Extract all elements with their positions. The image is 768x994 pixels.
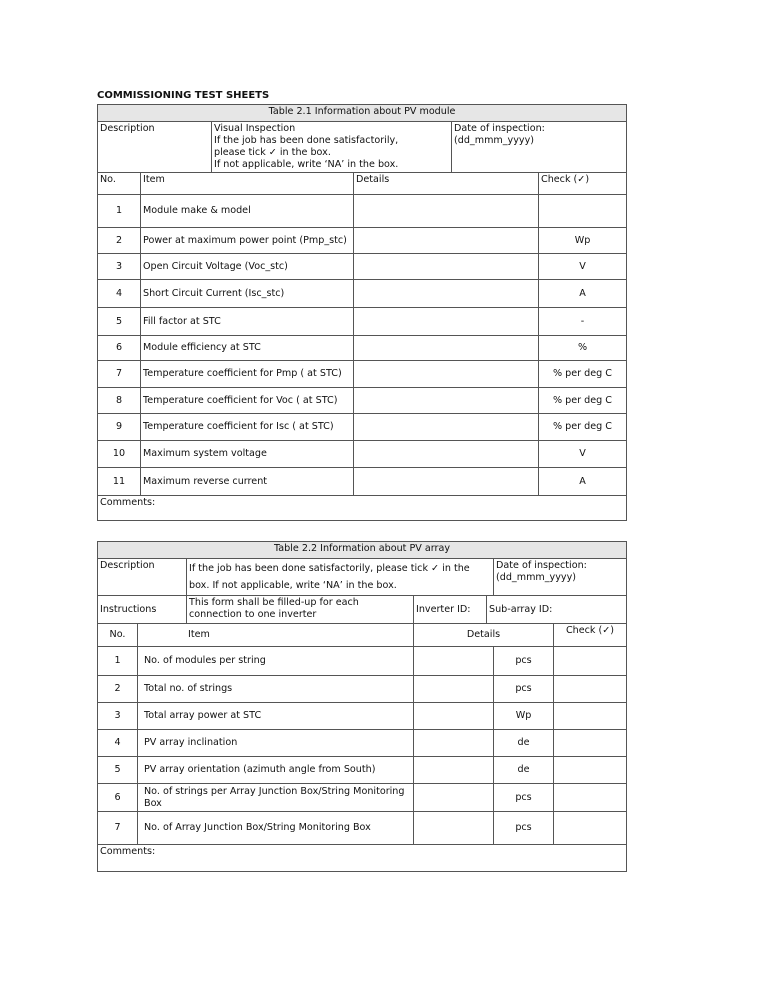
table-row <box>98 468 627 496</box>
row-number: 10 <box>98 441 141 468</box>
row-item: Power at maximum power point (Pmp_stc) <box>141 228 354 254</box>
row-number: 2 <box>98 228 141 254</box>
row-number: 11 <box>98 468 141 496</box>
row-unit: V <box>539 441 627 468</box>
header-no: No. <box>98 624 138 647</box>
details-input[interactable] <box>414 730 494 757</box>
table-row <box>98 784 627 812</box>
details-input[interactable] <box>354 388 539 414</box>
row-number: 1 <box>98 195 141 228</box>
header-check: Check (✓) <box>554 624 627 647</box>
table-row <box>98 812 627 845</box>
date-of-inspection-field[interactable] <box>494 559 627 596</box>
table-row <box>98 308 627 336</box>
details-input[interactable] <box>354 336 539 361</box>
details-input[interactable] <box>354 441 539 468</box>
row-unit: A <box>539 468 627 496</box>
row-unit: % per deg C <box>539 361 627 388</box>
row-item: Temperature coefficient for Isc ( at STC) <box>141 414 354 441</box>
description-label: Description <box>98 559 187 596</box>
row-unit: % <box>539 336 627 361</box>
table-row <box>98 730 627 757</box>
row-number: 6 <box>98 784 138 812</box>
header-details: Details <box>414 624 554 647</box>
check-box[interactable] <box>554 812 627 845</box>
row-number: 8 <box>98 388 141 414</box>
details-input[interactable] <box>414 757 494 784</box>
details-input[interactable] <box>354 254 539 280</box>
row-item: Open Circuit Voltage (Voc_stc) <box>141 254 354 280</box>
table-row <box>98 388 627 414</box>
row-unit: A <box>539 280 627 308</box>
details-input[interactable] <box>354 361 539 388</box>
header-details: Details <box>354 173 539 195</box>
check-box[interactable] <box>554 647 627 676</box>
instructions-label: Instructions <box>98 596 187 624</box>
row-unit: Wp <box>539 228 627 254</box>
table-row <box>98 336 627 361</box>
row-item: Total no. of strings <box>138 676 414 703</box>
details-input[interactable] <box>414 703 494 730</box>
check-box[interactable] <box>554 730 627 757</box>
table-row <box>98 703 627 730</box>
table-row <box>98 228 627 254</box>
row-item: Module make & model <box>141 195 354 228</box>
visual-inspection-text <box>212 122 452 173</box>
row-unit: Wp <box>494 703 554 730</box>
row-number: 3 <box>98 254 141 280</box>
date-of-inspection-field[interactable] <box>452 122 627 173</box>
details-input[interactable] <box>354 414 539 441</box>
row-unit: pcs <box>494 784 554 812</box>
check-box[interactable] <box>554 757 627 784</box>
row-unit: de <box>494 730 554 757</box>
row-item: Module efficiency at STC <box>141 336 354 361</box>
row-item: No. of Array Junction Box/String Monitoring Box <box>138 812 414 845</box>
row-unit: pcs <box>494 676 554 703</box>
table-title: Table 2.2 Information about PV array <box>98 542 627 559</box>
description-text: If the job has been done satisfactorily, please tick ✓ in the box. If not applicable, write ‘NA’ in the box. <box>187 559 494 596</box>
text-line: (dd_mmm_yyyy) <box>496 572 577 583</box>
text-line: please tick ✓ in the box. <box>214 147 331 158</box>
row-number: 5 <box>98 308 141 336</box>
table-row <box>98 195 627 228</box>
table-row <box>98 280 627 308</box>
row-item: No. of strings per Array Junction Box/String Monitoring Box <box>138 784 414 812</box>
row-unit: de <box>494 757 554 784</box>
row-unit: pcs <box>494 647 554 676</box>
table-row <box>98 757 627 784</box>
row-item: Temperature coefficient for Voc ( at STC) <box>141 388 354 414</box>
row-number: 4 <box>98 280 141 308</box>
table-row <box>98 414 627 441</box>
row-number: 2 <box>98 676 138 703</box>
row-unit: pcs <box>494 812 554 845</box>
description-label: Description <box>98 122 212 173</box>
text-line: (dd_mmm_yyyy) <box>454 135 535 146</box>
row-number: 7 <box>98 361 141 388</box>
row-number: 6 <box>98 336 141 361</box>
row-number: 1 <box>98 647 138 676</box>
text-line: Date of inspection: <box>454 123 545 134</box>
inverter-id-field[interactable]: Inverter ID: <box>414 596 487 624</box>
text-line: Date of inspection: <box>496 560 587 571</box>
pv-module-table <box>97 104 627 521</box>
header-no: No. <box>98 173 141 195</box>
header-item: Item <box>141 173 354 195</box>
row-item: No. of modules per string <box>138 647 414 676</box>
row-item: Fill factor at STC <box>141 308 354 336</box>
details-input[interactable] <box>414 784 494 812</box>
table-row <box>98 676 627 703</box>
details-input[interactable] <box>354 228 539 254</box>
table-title: Table 2.1 Information about PV module <box>98 105 627 122</box>
row-unit: % per deg C <box>539 414 627 441</box>
check-box[interactable] <box>554 784 627 812</box>
row-number: 5 <box>98 757 138 784</box>
details-input[interactable] <box>414 676 494 703</box>
row-item: Short Circuit Current (Isc_stc) <box>141 280 354 308</box>
row-item: PV array inclination <box>138 730 414 757</box>
header-item: Item <box>138 624 414 647</box>
row-number: 9 <box>98 414 141 441</box>
sub-array-id-field[interactable]: Sub-array ID: <box>487 596 627 624</box>
text-line: Visual Inspection <box>214 123 296 134</box>
table-row <box>98 647 627 676</box>
details-input[interactable] <box>414 812 494 845</box>
row-unit: % per deg C <box>539 388 627 414</box>
details-input[interactable] <box>354 195 539 228</box>
row-item: Maximum system voltage <box>141 441 354 468</box>
details-input[interactable] <box>414 647 494 676</box>
row-unit: - <box>539 308 627 336</box>
check-box[interactable] <box>554 703 627 730</box>
row-number: 4 <box>98 730 138 757</box>
check-box[interactable] <box>554 676 627 703</box>
row-number: 7 <box>98 812 138 845</box>
row-item: PV array orientation (azimuth angle from South) <box>138 757 414 784</box>
instructions-text: This form shall be filled-up for each connection to one inverter <box>187 596 414 624</box>
comments-field[interactable]: Comments: <box>98 845 627 872</box>
row-item: Maximum reverse current <box>141 468 354 496</box>
details-input[interactable] <box>354 280 539 308</box>
pv-array-table <box>97 541 627 872</box>
text-line: If the job has been done satisfactorily, <box>214 135 399 146</box>
row-unit <box>539 195 627 228</box>
header-check: Check (✓) <box>539 173 627 195</box>
row-unit: V <box>539 254 627 280</box>
row-item: Temperature coefficient for Pmp ( at STC) <box>141 361 354 388</box>
text-line: If not applicable, write ‘NA’ in the box. <box>214 159 399 170</box>
details-input[interactable] <box>354 308 539 336</box>
table-row <box>98 441 627 468</box>
table-row <box>98 254 627 280</box>
row-number: 3 <box>98 703 138 730</box>
document-heading: COMMISSIONING TEST SHEETS <box>97 90 270 101</box>
comments-field[interactable]: Comments: <box>98 496 627 521</box>
table-row <box>98 361 627 388</box>
details-input[interactable] <box>354 468 539 496</box>
row-item: Total array power at STC <box>138 703 414 730</box>
